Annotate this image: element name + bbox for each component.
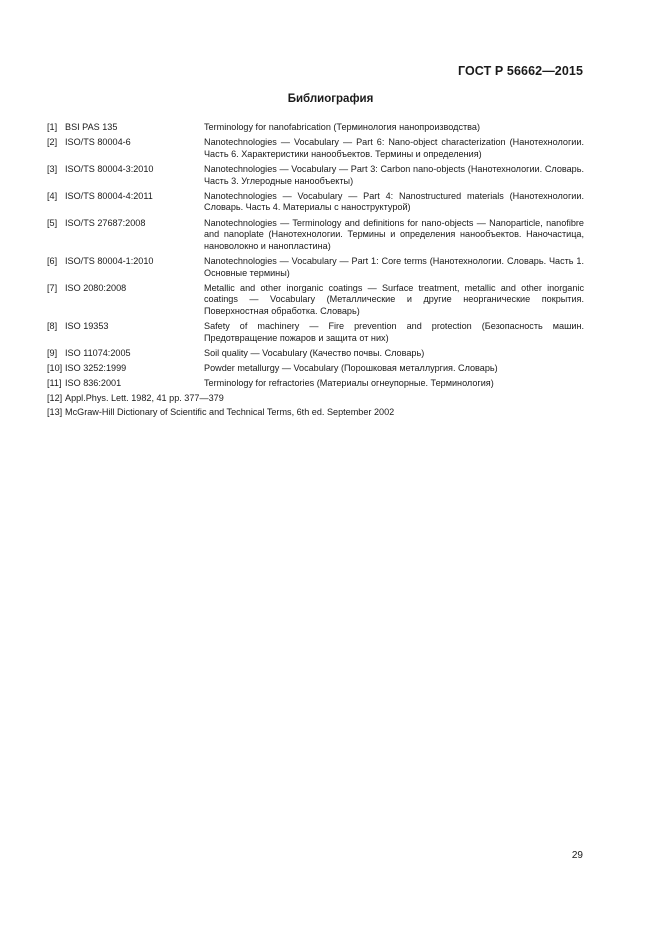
entry-number: [3] <box>47 163 58 174</box>
entry-number: [8] <box>47 321 58 332</box>
entry-code: ISO/TS 27687:2008 <box>65 217 146 228</box>
section-title: Библиография <box>287 93 374 105</box>
bibliography-entry <box>47 256 584 279</box>
bibliography-entry <box>47 283 584 318</box>
entry-code: ISO/TS 80004-1:2010 <box>65 255 154 266</box>
entry-description: Nanotechnologies — Vocabulary — Part 6: Nano-object characterization (Нанотехнологии. Часть 6. Характеристики нанообъектов. Термины и определения) <box>204 137 584 159</box>
entry-number: [6] <box>47 255 58 266</box>
entry-description: Nanotechnologies — Vocabulary — Part 4: Nanostructured materials (Нанотехнологии. Словарь. Часть 4. Материалы с наноструктурой) <box>204 190 584 213</box>
entry-code: ISO/TS 80004-3:2010 <box>65 163 154 174</box>
bibliography-entry <box>47 191 584 214</box>
entry-description: Terminology for nanofabrication (Терминология нанопроизводства) <box>204 122 480 132</box>
entry-description: Metallic and other inorganic coatings — Surface treatment, metallic and other inorganic coatings — Vocabulary (Металлические и другие неорганические покрытия. Поверхностная обработка. Словарь) <box>204 282 584 316</box>
bibliography-entry <box>47 363 584 375</box>
entry-description: Nanotechnologies — Vocabulary — Part 1: Core terms (Нанотехнологии. Словарь. Часть 1. Основные термины) <box>204 255 584 278</box>
entry-number: [1] <box>47 122 58 132</box>
entry-code: ISO 3252:1999 <box>65 363 127 374</box>
bibliography-entry <box>47 137 584 160</box>
page-number: 29 <box>571 850 583 861</box>
entry-description: Appl.Phys. Lett. 1982, 41 pp. 377—379 <box>65 393 224 404</box>
entry-description: Safety of machinery — Fire prevention and protection (Безопасность машин. Предотвращение пожаров и защита от них) <box>204 321 584 343</box>
bibliography-list <box>47 122 584 420</box>
entry-number: [9] <box>47 347 58 358</box>
bibliography-entry <box>47 122 584 134</box>
entry-description: Powder metallurgy — Vocabulary (Порошковая металлургия. Словарь) <box>204 363 498 374</box>
entry-number: [12] <box>47 393 63 404</box>
entry-description: Nanotechnologies — Vocabulary — Part 3: Carbon nano-objects (Нанотехнологии. Словарь. Часть 3. Углеродные нанообъекты) <box>204 163 584 186</box>
entry-description: Nanotechnologies — Terminology and definitions for nano-objects — Nanoparticle, nanofibre and nanoplate (Нанотехнологии. Термины и определения нанообъектов. Наночастица, нановолокно и нанопластина) <box>204 217 584 251</box>
entry-number: [4] <box>47 190 58 201</box>
entry-code: ISO/TS 80004-6 <box>65 137 131 148</box>
entry-number: [7] <box>47 282 58 293</box>
entry-code: ISO 19353 <box>65 321 109 332</box>
bibliography-entry <box>47 378 584 390</box>
entry-description: Terminology for refractories (Материалы огнеупорные. Терминология) <box>204 378 494 389</box>
bibliography-entry <box>47 348 584 360</box>
bibliography-entry <box>47 393 584 405</box>
entry-description: Soil quality — Vocabulary (Качество почвы. Словарь) <box>204 347 425 358</box>
entry-number: [13] <box>47 406 63 417</box>
document-code: ГОСТ Р 56662—2015 <box>457 64 583 78</box>
entry-number: [5] <box>47 217 58 228</box>
entry-number: [11] <box>47 378 62 389</box>
entry-number: [10] <box>47 363 63 374</box>
bibliography-entry <box>47 164 584 187</box>
entry-code: ISO/TS 80004-4:2011 <box>65 190 153 201</box>
entry-code: BSI PAS 135 <box>65 122 118 132</box>
bibliography-entry <box>47 321 584 344</box>
bibliography-entry <box>47 407 584 419</box>
entry-code: ISO 2080:2008 <box>65 282 127 293</box>
bibliography-entry <box>47 218 584 253</box>
entry-code: ISO 836:2001 <box>65 378 122 389</box>
entry-code: ISO 11074:2005 <box>65 347 131 358</box>
entry-description: McGraw-Hill Dictionary of Scientific and Technical Terms, 6th ed. September 2002 <box>65 406 395 417</box>
entry-number: [2] <box>47 137 58 148</box>
